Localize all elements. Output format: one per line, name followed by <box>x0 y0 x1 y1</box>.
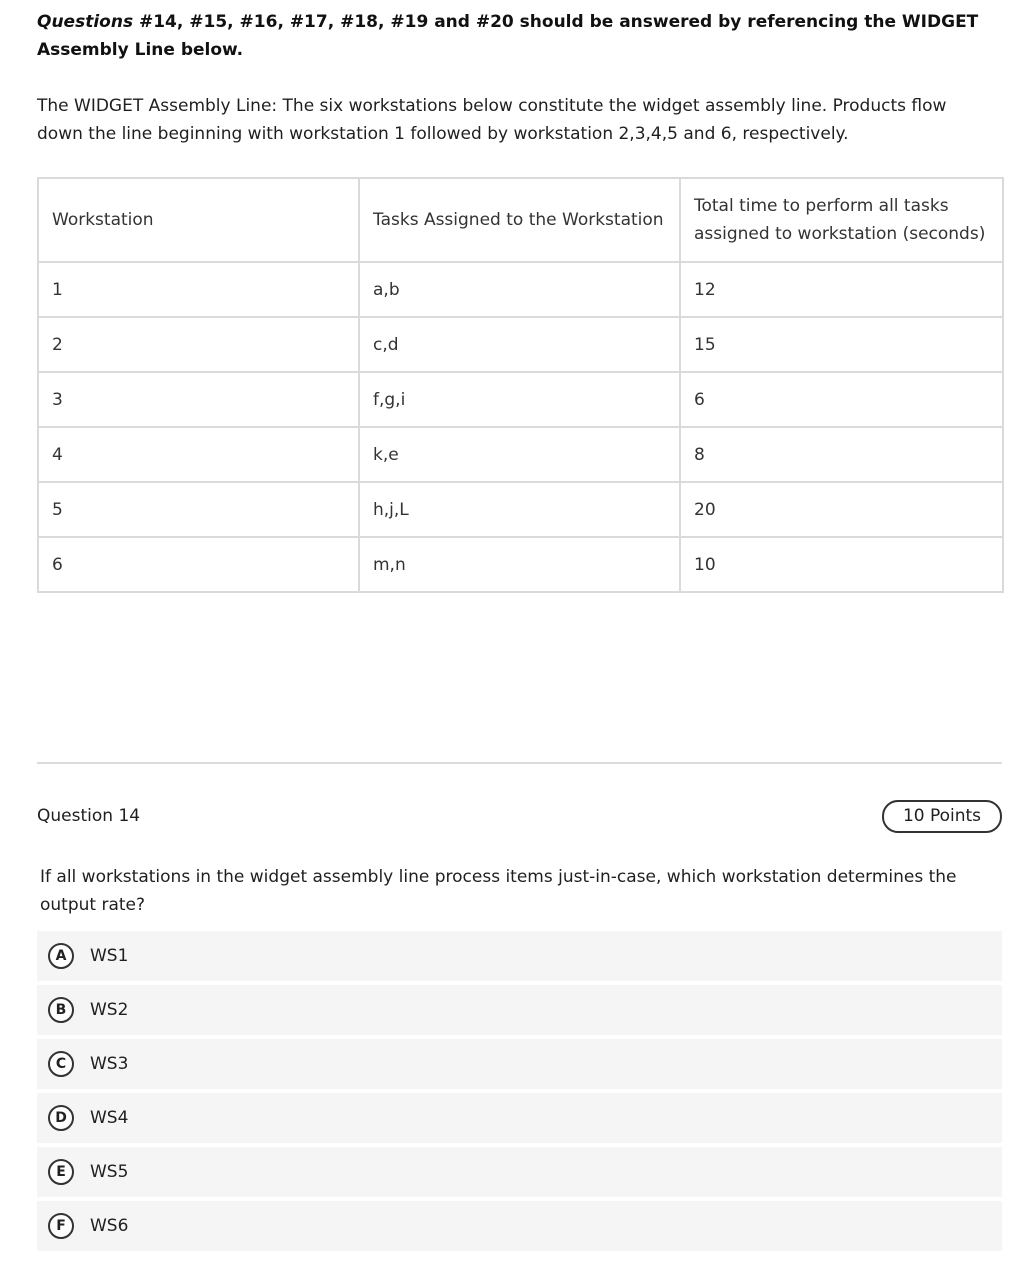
choice-label: WS2 <box>90 1000 129 1020</box>
choice-label: WS1 <box>90 946 129 966</box>
choice-letter-badge: C <box>48 1051 74 1077</box>
choice-letter-badge: F <box>48 1213 74 1239</box>
table-cell-workstation: 6 <box>38 537 359 592</box>
table-header-cell: Workstation <box>38 178 359 262</box>
answer-choice-d[interactable] <box>37 1093 1002 1143</box>
answer-choice-e[interactable] <box>37 1147 1002 1197</box>
answer-choices <box>37 931 1002 1255</box>
table-cell-workstation: 3 <box>38 372 359 427</box>
choice-letter-badge: D <box>48 1105 74 1131</box>
choice-label: WS6 <box>90 1216 129 1236</box>
answer-choice-a[interactable] <box>37 931 1002 981</box>
table-row <box>38 262 1003 317</box>
choice-label: WS3 <box>90 1054 129 1074</box>
table-cell-workstation: 1 <box>38 262 359 317</box>
intro-title-prefix: Questions <box>37 12 134 32</box>
question-title: Question 14 <box>37 806 141 826</box>
table-cell-tasks: f,g,i <box>359 372 680 427</box>
table-row <box>38 427 1003 482</box>
answer-choice-b[interactable] <box>37 985 1002 1035</box>
intro-title-rest: #14, #15, #16, #17, #18, #19 and #20 should be answered by referencing the WIDGET Assembly Line below. <box>37 12 979 60</box>
table-cell-workstation: 2 <box>38 317 359 372</box>
table-cell-time: 8 <box>680 427 1003 482</box>
answer-choice-f[interactable] <box>37 1201 1002 1251</box>
table-header-cell: Tasks Assigned to the Workstation <box>359 178 680 262</box>
table-cell-tasks: m,n <box>359 537 680 592</box>
choice-label: WS5 <box>90 1162 129 1182</box>
points-badge: 10 Points <box>882 800 1002 833</box>
table-cell-tasks: a,b <box>359 262 680 317</box>
table-row <box>38 537 1003 592</box>
table-cell-time: 20 <box>680 482 1003 537</box>
choice-letter-badge: E <box>48 1159 74 1185</box>
answer-choice-c[interactable] <box>37 1039 1002 1089</box>
intro-title <box>37 8 997 64</box>
section-divider <box>37 762 1002 764</box>
table-row <box>38 317 1003 372</box>
table-cell-time: 12 <box>680 262 1003 317</box>
choice-label: WS4 <box>90 1108 129 1128</box>
table-row <box>38 372 1003 427</box>
table-cell-workstation: 5 <box>38 482 359 537</box>
workstation-table <box>37 177 1004 593</box>
table-cell-tasks: c,d <box>359 317 680 372</box>
table-row <box>38 482 1003 537</box>
table-header-row <box>38 178 1003 262</box>
table-cell-workstation: 4 <box>38 427 359 482</box>
table-cell-time: 10 <box>680 537 1003 592</box>
intro-description: The WIDGET Assembly Line: The six workstations below constitute the widget assembly line. Products flow down the line beginning with workstation 1 followed by workstation 2,3,4,5 and 6, respectively. <box>37 96 947 144</box>
table-cell-time: 15 <box>680 317 1003 372</box>
table-cell-tasks: h,j,L <box>359 482 680 537</box>
question-prompt: If all workstations in the widget assembly line process items just-in-case, which workstation determines the output rate? <box>40 867 957 915</box>
table-cell-time: 6 <box>680 372 1003 427</box>
choice-letter-badge: A <box>48 943 74 969</box>
table-cell-tasks: k,e <box>359 427 680 482</box>
table-header-cell: Total time to perform all tasks assigned to workstation (seconds) <box>680 178 1003 262</box>
choice-letter-badge: B <box>48 997 74 1023</box>
